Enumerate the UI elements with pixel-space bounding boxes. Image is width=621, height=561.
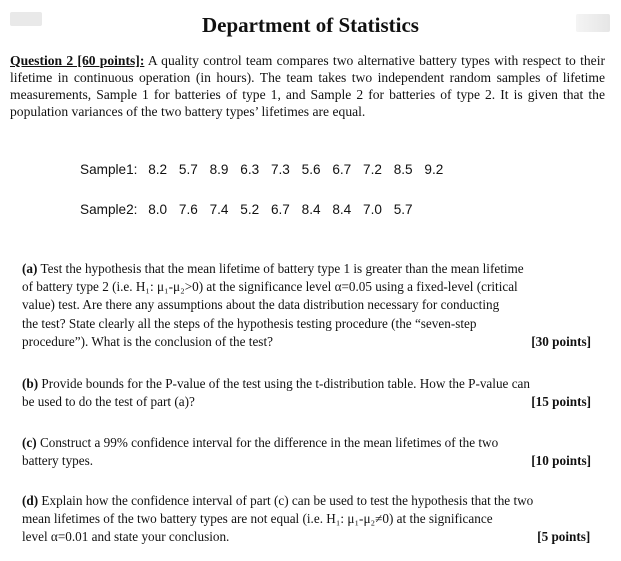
part-a-line: (a) Test the hypothesis that the mean lifetime of battery type 1 is greater than the mean lifetime (22, 261, 524, 276)
part-b (22, 375, 595, 411)
sample2-value: 5.2 (240, 202, 260, 217)
sample2-value: 5.7 (393, 202, 413, 217)
part-a-label: (a) (22, 261, 38, 276)
sample1-value: 8.2 (148, 162, 168, 177)
sample1-value: 5.6 (301, 162, 321, 177)
part-d-line: (d) Explain how the confidence interval of part (c) can be used to test the hypothesis that the two (22, 493, 534, 508)
sample1-label: Sample1: (80, 162, 138, 177)
part-a (22, 260, 595, 351)
sample2-value: 7.0 (363, 202, 382, 217)
part-d-line: mean lifetimes of the two battery types are not equal (i.e. H₁: μ₁-μ₂≠0) at the significance (22, 511, 493, 527)
part-c-line: (c) Construct a 99% confidence interval for the difference in the mean lifetimes of the two (22, 435, 499, 450)
question-intro (10, 52, 605, 120)
part-b-line: (b) Provide bounds for the P-value of the test using the t-distribution table. How the P-value can (22, 376, 530, 391)
part-b-label: (b) (22, 376, 39, 391)
question-label: Question 2 [60 points]: (10, 53, 145, 68)
sample2-row (80, 202, 421, 217)
sample2-value: 7.6 (178, 202, 198, 217)
part-c-line: battery types. [10 points] (37, 452, 595, 470)
sample1-value: 9.2 (424, 162, 444, 177)
sample2-value: 8.4 (332, 202, 352, 217)
sample1-value: 5.7 (178, 162, 198, 177)
part-d-label: (d) (22, 493, 39, 508)
part-c-label: (c) (22, 435, 37, 450)
sample1-value: 8.5 (393, 162, 413, 177)
page-title: Department of Statistics (202, 13, 419, 37)
part-a-line: value) test. Are there any assumptions about the data distribution necessary for conducting (22, 297, 500, 313)
part-a-line: procedure”). What is the conclusion of the test? [30 points] (37, 333, 595, 351)
sample2-value: 6.7 (270, 202, 290, 217)
part-c (22, 434, 595, 470)
part-b-points: [15 points] (531, 394, 591, 410)
sample2-value: 7.4 (209, 202, 229, 217)
part-d (22, 492, 595, 547)
sample2-label: Sample2: (80, 202, 138, 217)
part-b-line: be used to do the test of part (a)? [15 points] (37, 393, 595, 411)
sample1-row (80, 162, 451, 177)
sample1-value: 7.3 (270, 162, 290, 177)
sample1-value: 6.3 (240, 162, 260, 177)
sample1-value: 6.7 (332, 162, 352, 177)
part-d-line: level α=0.01 and state your conclusion. [5 points] (37, 528, 595, 546)
part-a-line: the test? State clearly all the steps of the hypothesis testing procedure (the “seven-step (22, 315, 477, 331)
part-a-line: of battery type 2 (i.e. H₁: μ₁-μ₂>0) at the significance level α=0.05 using a fixed-level (critical (22, 279, 518, 295)
part-d-points: [5 points] (537, 529, 591, 545)
sample1-value: 8.9 (209, 162, 229, 177)
part-a-points: [30 points] (531, 333, 591, 349)
sample1-value: 7.2 (363, 162, 382, 177)
part-c-points: [10 points] (531, 453, 591, 469)
sample2-value: 8.0 (148, 202, 168, 217)
sample2-value: 8.4 (301, 202, 321, 217)
question-text: A quality control team compares two alternative battery types with respect to their lifetime in continuous operation (in hours). The team takes two independent random samples of lifetime measurements, Sample 1 for batteries of type 1, and Sample 2 for batteries of type 2. It is given that the population variances of the two battery types’ lifetimes are equal. (10, 53, 605, 119)
